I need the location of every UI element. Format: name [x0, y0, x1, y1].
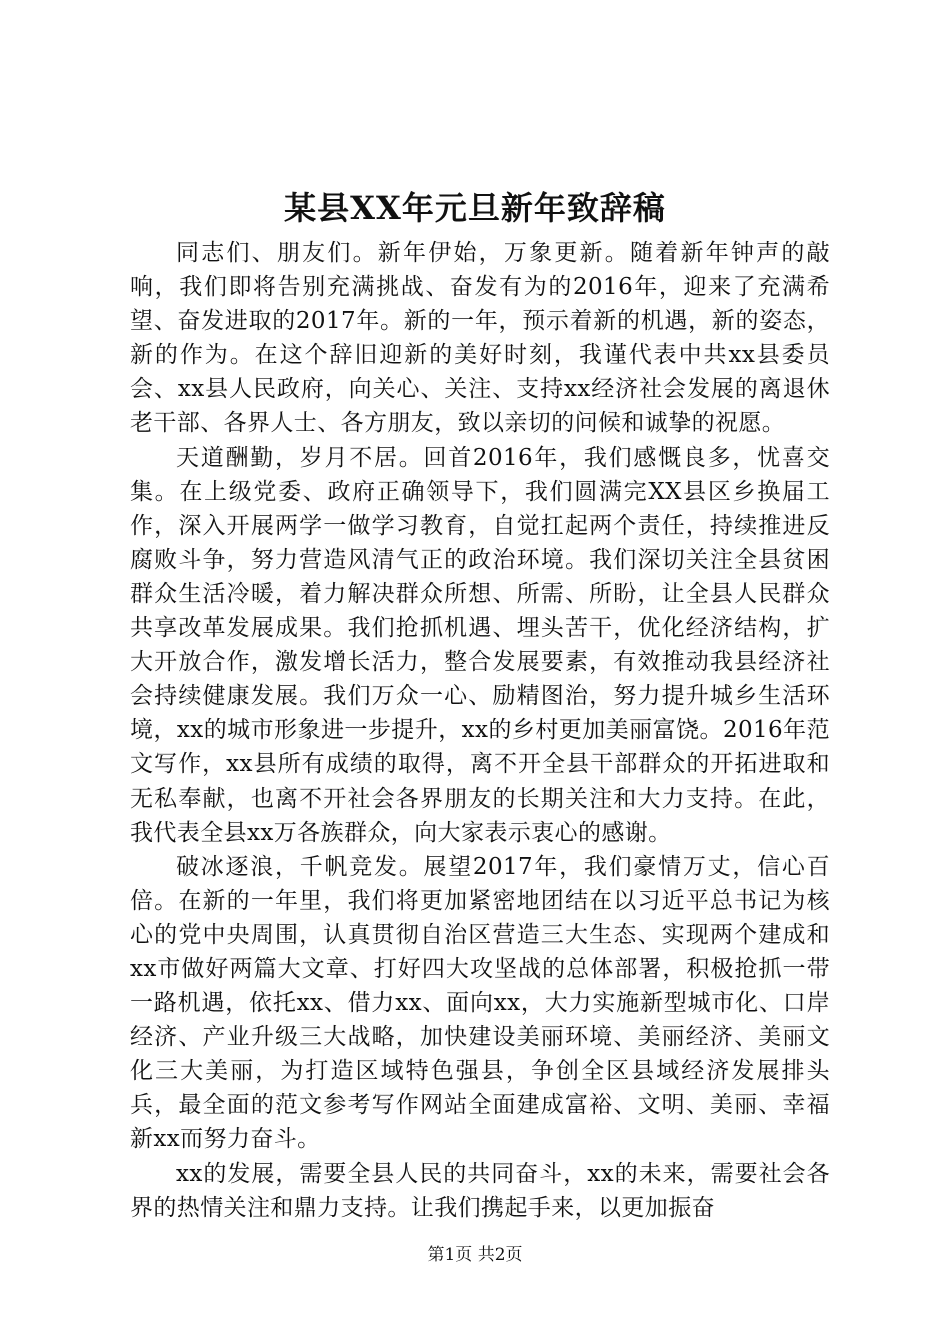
page-number-footer: 第1页 共2页: [427, 1245, 523, 1265]
document-body: [130, 236, 830, 1225]
paragraph-review-2016: 天道酬勤，岁月不居。回首2016年，我们感慨良多，忧喜交集。在上级党委、政府正确领导下，我们圆满完XX县区乡换届工作，深入开展两学一做学习教育，自觉扛起两个责任，持续推进反腐败斗争，努力营造风清气正的政治环境。我们深切关注全县贫困群众生活冷暖，着力解决群众所想、所需、所盼，让全县人民群众共享改革发展成果。我们抢抓机遇、埋头苦干，优化经济结构，扩大开放合作，激发增长活力，整合发展要素，有效推动我县经济社会持续健康发展。我们万众一心、励精图治，努力提升城乡生活环境，xx的城市形象进一步提升，xx的乡村更加美丽富饶。2016年范文写作，xx县所有成绩的取得，离不开全县干部群众的开拓进取和无私奉献，也离不开社会各界朋友的长期关注和大力支持。在此，我代表全县xx万各族群众，向大家表示衷心的感谢。: [130, 444, 830, 846]
paragraph-greeting: 同志们、朋友们。新年伊始，万象更新。随着新年钟声的敲响，我们即将告别充满挑战、奋发有为的2016年，迎来了充满希望、奋发进取的2017年。新的一年，预示着新的机遇，新的姿态，新的作为。在这个辞旧迎新的美好时刻，我谨代表中共xx县委员会、xx县人民政府，向关心、关注、支持xx经济社会发展的离退休老干部、各界人士、各方朋友，致以亲切的问候和诚挚的祝愿。: [130, 240, 830, 437]
document-title: 某县XX年元旦新年致辞稿: [284, 189, 666, 227]
paragraph-outlook-2017: 破冰逐浪，千帆竞发。展望2017年，我们豪情万丈，信心百倍。在新的一年里，我们将更加紧密地团结在以习近平总书记为核心的党中央周围，认真贯彻自治区营造三大生态、实现两个建成和xx市做好两篇大文章、打好四大攻坚战的总体部署，积极抢抓一带一路机遇，依托xx、借力xx、面向xx，大力实施新型城市化、口岸经济、产业升级三大战略，加快建设美丽环境、美丽经济、美丽文化三大美丽，为打造区域特色强县，争创全区县域经济发展排头兵，最全面的范文参考写作网站全面建成富裕、文明、美丽、幸福新xx而努力奋斗。: [130, 853, 830, 1153]
paragraph-closing: xx的发展，需要全县人民的共同奋斗，xx的未来，需要社会各界的热情关注和鼎力支持。让我们携起手来，以更加振奋: [130, 1160, 830, 1221]
